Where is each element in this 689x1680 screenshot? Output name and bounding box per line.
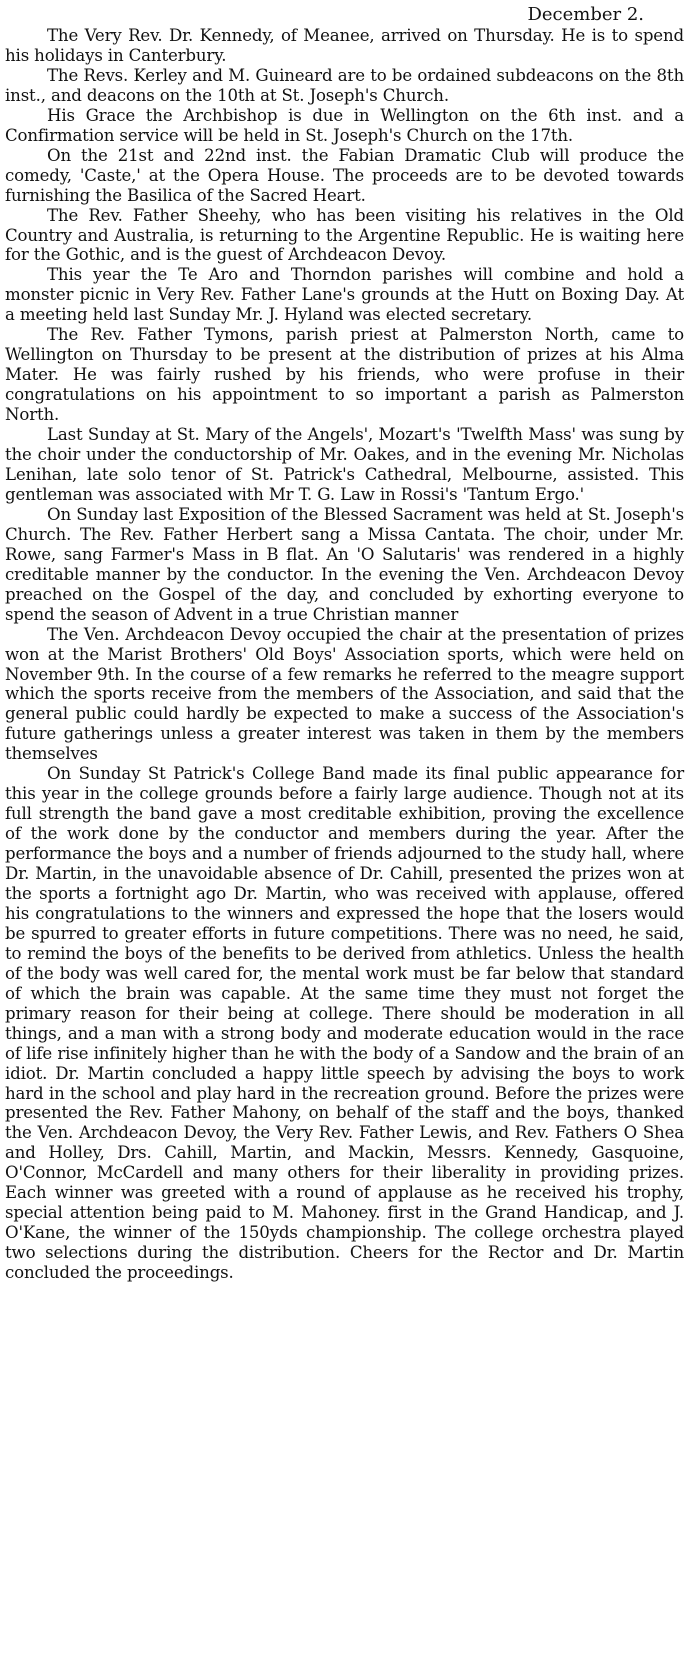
paragraph-boxing-day-picnic: This year the Te Aro and Thorndon parishes will combine and hold a monster picnic in Very Rev. Father Lane's grounds at the Hutt on Boxing Day. At a meeting held last Sunday Mr. J. Hyland was elected secretary. bbox=[5, 265, 684, 325]
paragraph-twelfth-mass: Last Sunday at St. Mary of the Angels', Mozart's 'Twelfth Mass' was sung by the choir under the conductorship of Mr. Oakes, and in the evening Mr. Nicholas Lenihan, late solo tenor of St. Patrick's Cathedral, Melbourne, assisted. This gentleman was associated with Mr T. G. Law in Rossi's 'Tantum Ergo.' bbox=[5, 425, 684, 504]
paragraph-kennedy-arrival: The Very Rev. Dr. Kennedy, of Meanee, arrived on Thursday. He is to spend his holidays in Canterbury. bbox=[5, 26, 684, 65]
paragraph-archbishop-confirmation: His Grace the Archbishop is due in Wellington on the 6th inst. and a Confirmation service will be held in St. Joseph's Church on the 17th. bbox=[5, 105, 684, 145]
paragraph-father-sheehy: The Rev. Father Sheehy, who has been visiting his relatives in the Old Country and Australia, is returning to the Argentine Republic. He is waiting here for the Gothic, and is the guest of Archdeacon Devoy. bbox=[5, 205, 684, 265]
paragraph-ordinations: The Revs. Kerley and M. Guineard are to be ordained subdeacons on the 8th inst., and deacons on the 10th at St. Joseph's Church. bbox=[5, 65, 684, 105]
paragraph-college-band: On Sunday St Patrick's College Band made its final public appearance for this year in the college grounds before a fairly large audience. Though not at its full strength the band gave a most creditable exhibition, proving the excellence of the work done by the conductor and members during the year. After the performance the boys and a number of friends adjourned to the study hall, where Dr. Martin, in the unavoidable absence of Dr. Cahill, presented the prizes won at the sports a fortnight ago Dr. Martin, who was received with applause, offered his congratulations to the winners and expressed the hope that the losers would be spurred to greater efforts in future competitions. There was no need, he said, to remind the boys of the benefits to be derived from athletics. Unless the health of the body was well cared for, the mental work must be far below that standard of which the brain was capable. At the same time they must not forget the primary reason for their being at college. There should be moderation in all things, and a man with a strong body and moderate education would in the race of life rise infinitely higher than he with the body of a Sandow and the brain of an idiot. Dr. Martin concluded a happy little speech by advising the boys to work hard in the school and play hard in the recreation ground. Before the prizes were presented the Rev. Father Mahony, on behalf of the staff and the boys, thanked the Ven. Archdeacon Devoy, the Very Rev. Father Lewis, and Rev. Fathers O Shea and Holley, Drs. Cahill, Martin, and Mackin, Messrs. Kennedy, Gasquoine, O'Connor, McCardell and many others for their liberality in providing prizes. Each winner was greeted with a round of applause as he received his trophy, special attention being paid to M. Mahoney. first in the Grand Handicap, and J. O'Kane, the winner of the 150yds championship. The college orchestra played two selections during the distribution. Cheers for the Rector and Dr. Martin concluded the proceedings. bbox=[5, 764, 684, 1283]
paragraph-exposition-blessed-sacrament: On Sunday last Exposition of the Blessed Sacrament was held at St. Joseph's Church. The Rev. Father Herbert sang a Missa Cantata. The choir, under Mr. Rowe, sang Farmer's Mass in B flat. An 'O Salutaris' was rendered in a highly creditable manner by the conductor. In the evening the Ven. Archdeacon Devoy preached on the Gospel of the day, and concluded by exhorting everyone to spend the season of Advent in a true Christian manner bbox=[5, 504, 684, 624]
paragraph-marist-brothers-prizes: The Ven. Archdeacon Devoy occupied the chair at the presentation of prizes won at the Marist Brothers' Old Boys' Association sports, which were held on November 9th. In the course of a few remarks he referred to the meagre support which the sports receive from the members of the Association, and said that the general public could hardly be expected to make a success of the Association's future gatherings unless a greater interest was taken in them by the members themselves bbox=[5, 624, 684, 764]
dateline: December 2. bbox=[527, 4, 644, 25]
paragraph-father-tymons: The Rev. Father Tymons, parish priest at Palmerston North, came to Wellington on Thursday to be present at the distribution of prizes at his Alma Mater. He was fairly rushed by his friends, who were profuse in their congratulations on his appointment to so important a parish as Palmerston North. bbox=[5, 325, 684, 425]
paragraph-fabian-dramatic-club: On the 21st and 22nd inst. the Fabian Dramatic Club will produce the comedy, 'Caste,' at the Opera House. The proceeds are to be devoted towards furnishing the Basilica of the Sacred Heart. bbox=[5, 145, 684, 205]
